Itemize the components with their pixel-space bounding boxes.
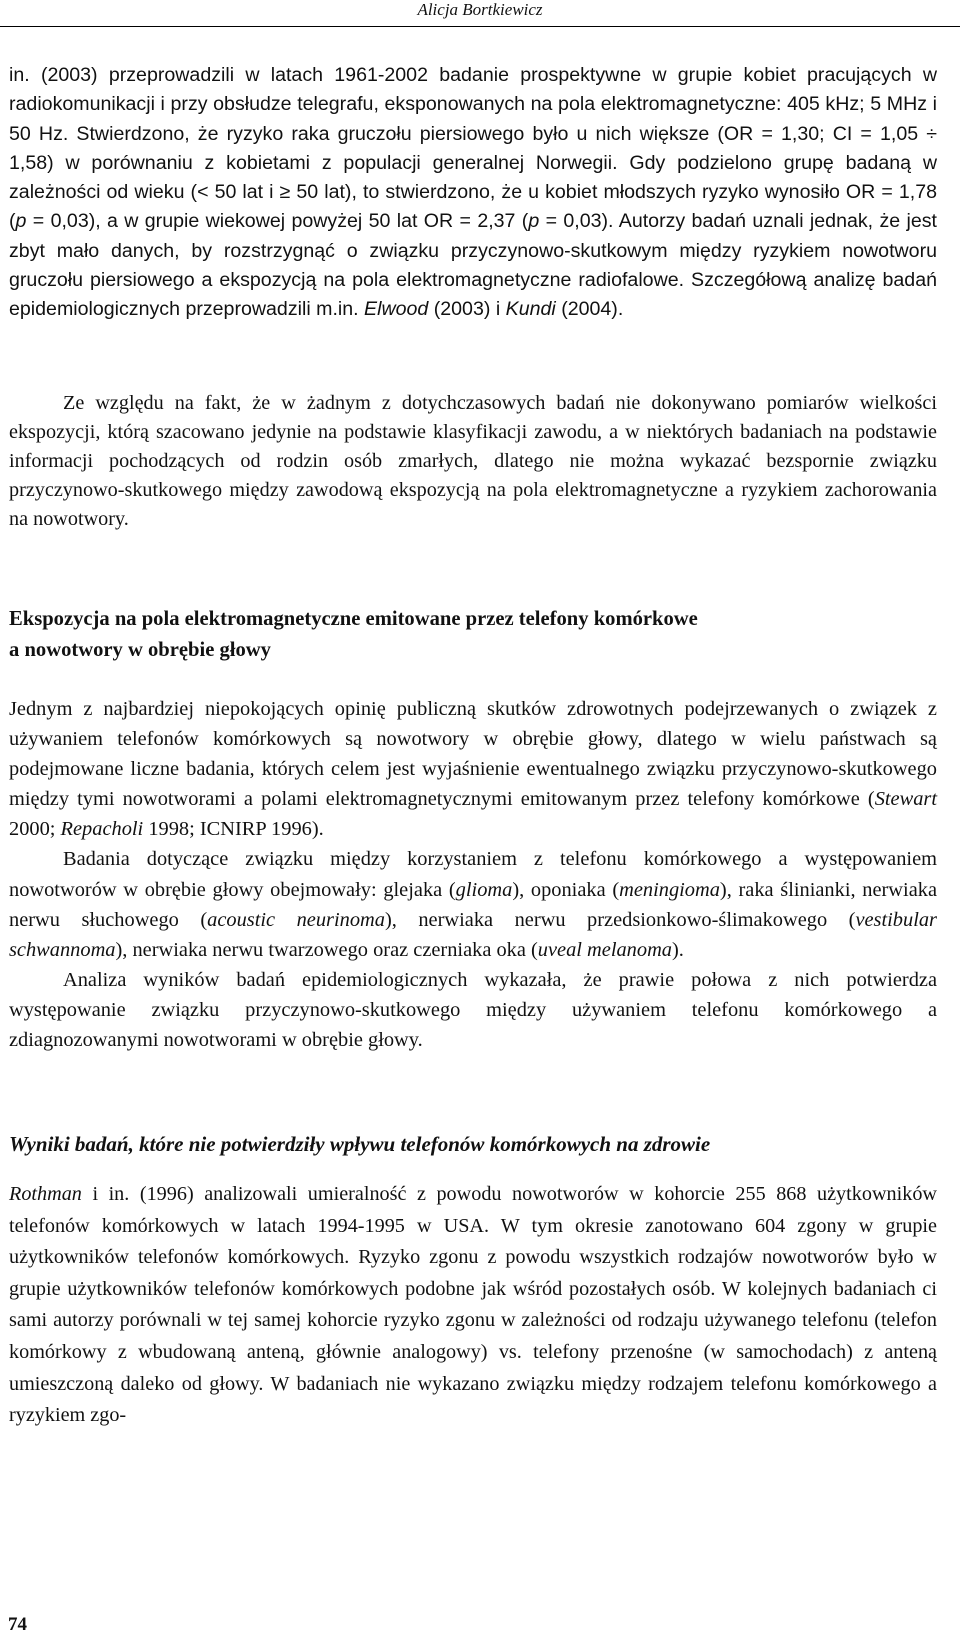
text-run: in. (2003) przeprowadzili w latach 1961-2002 badanie prospektywne w grupie kobiet pracujących w radiokomunikacji i przy obsłudze telegrafu, eksponowanych na pola elektromagnetyczne: 405 kHz; 5 MHz i 50 Hz. Stwierdzono, że ryzyko raka gruczołu piersiowego było u nich większe (OR = 1,30; CI = 1,05 ÷ 1,58) w porównaniu z kobietami z populacji generalnej Norwegii. Gdy podzielono grupę badaną w zależności od wieku (< 50 lat i ≥ 50 lat), to stwierdzono, że u kobiet młodszych ryzyko wynosiło OR = 1,78 (: [9, 64, 937, 233]
text-run: (2003) i: [428, 298, 506, 321]
paragraph: Ze względu na fakt, że w żadnym z dotychczasowych badań nie dokonywano pomiarów wielkości ekspozycji, którą szacowano jedynie na podstawie klasyfikacji zawodu, a w niektórych badaniach na podstawie informacji pochodzących od rodzin osób zmarłych, dlatego nie można wykazać bezspornie związku przyczynowo-skutkowego między zawodową ekspozycją na pola elektromagnetyczne a ryzykiem zachorowania na nowotwory.: [9, 392, 937, 531]
heading-line: a nowotwory w obrębie głowy: [9, 639, 271, 661]
running-head: [0, 0, 960, 27]
text-run: 2000;: [9, 818, 61, 841]
paragraph: [9, 844, 937, 964]
text-run: = 0,03), a w grupie wiekowej powyżej 50 lat OR = 2,37 (: [26, 210, 529, 233]
latin-term: acoustic neurinoma: [207, 908, 385, 931]
paragraph: [9, 1179, 937, 1432]
text-run: ), nerwiaka nerwu twarzowego oraz czerniaka oka (: [115, 938, 538, 961]
citation-author: Repacholi: [60, 818, 144, 841]
citation-author: Rothman: [9, 1183, 82, 1205]
text-run: (2004).: [555, 298, 624, 321]
section-body-head-tumors: [9, 694, 937, 1055]
paragraph: Analiza wyników badań epidemiologicznych wykazała, że prawie połowa z nich potwierdza występowanie związku przyczynowo-skutkowego między używaniem telefonu komórkowego a zdiagnozowanymi nowotworami w obrębie głowy.: [9, 968, 937, 1052]
text-run: Jednym z najbardziej niepokojących opinię publiczną skutków zdrowotnych podejrzewanych o związek z używaniem telefonów komórkowych są nowotwory w obrębie głowy, dlatego w wielu państwach są podejmowane liczne badania, których celem jest wyjaśnienie ewentualnego związku przyczynowo-skutkowego między tymi nowotworami a polami elektromagnetycznymi emitowanym przez telefony komórkowe (: [9, 698, 937, 811]
paragraph-norway-study: [9, 61, 937, 325]
text-run: ), nerwiaka nerwu przedsionkowo-ślimakowego (: [384, 908, 856, 931]
heading-line: Ekspozycja na pola elektromagnetyczne emitowane przez telefony komórkowe: [9, 608, 698, 630]
paragraph-exposure-measurement: [9, 389, 937, 534]
page-number: 74: [8, 1614, 27, 1635]
text-run: Badania dotyczące związku między korzystaniem z telefonu komórkowego a występowaniem nowotworów w obrębie głowy obejmowały: glejaka (: [9, 848, 937, 901]
text-run: ).: [672, 938, 684, 961]
paragraph: [9, 61, 937, 325]
latin-term: uveal melanoma: [537, 938, 672, 961]
paragraph: [9, 694, 937, 844]
text-run: 1998; ICNIRP 1996).: [143, 818, 324, 841]
running-head-author: Alicja Bortkiewicz: [417, 0, 543, 19]
latin-term: meningioma: [619, 878, 720, 901]
subsection-heading: Wyniki badań, które nie potwierdziły wpływu telefonów komórkowych na zdrowie: [9, 1132, 711, 1156]
text-run: = 0,03). Autorzy badań uznali jednak, że jest zbyt mało danych, by rozstrzygnąć o związku przyczynowo-skutkowym między ryzykiem nowotworu gruczołu piersiowego a ekspozycją na pola elektromagnetyczne radiofalowe. Szczegółową analizę badań epidemiologicznych przeprowadzili m.in.: [9, 210, 937, 321]
section-body-rothman: [9, 1179, 937, 1432]
text-run: ), oponiaka (: [512, 878, 620, 901]
text-run: ), raka ślinianki, nerwiaka nerwu słuchowego (: [9, 878, 937, 931]
latin-term: glioma: [455, 878, 513, 901]
latin-term: vestibular schwannoma: [9, 908, 937, 961]
p-value-symbol: p: [15, 210, 27, 233]
citation-author: Kundi: [505, 298, 556, 321]
citation-author: Elwood: [364, 298, 429, 321]
section-heading: [9, 604, 937, 666]
citation-author: Stewart: [874, 788, 937, 811]
text-run: i in. (1996) analizowali umieralność z powodu nowotworów w kohorcie 255 868 użytkowników telefonów komórkowych w latach 1994-1995 w USA. W tym okresie zanotowano 604 zgony w grupie użytkowników telefonów komórkowych. Ryzyko zgonu z powodu wszystkich rodzajów nowotworów było w grupie użytkowników telefonów komórkowych podobne jak wśród pozostałych osób. W kolejnych badaniach ci sami autorzy porównali w tej samej kohorcie ryzyko zgonu w zależności od rodzaju używanego telefonu (telefon komórkowy z wbudowaną anteną, głównie analogowy) vs. telefony przenośne (w samochodach) z anteną umieszczoną daleko od głowy. W badaniach nie wykazano związku między rodzajem telefonu komórkowego a ryzykiem zgo-: [9, 1183, 937, 1427]
p-value-symbol: p: [528, 210, 540, 233]
